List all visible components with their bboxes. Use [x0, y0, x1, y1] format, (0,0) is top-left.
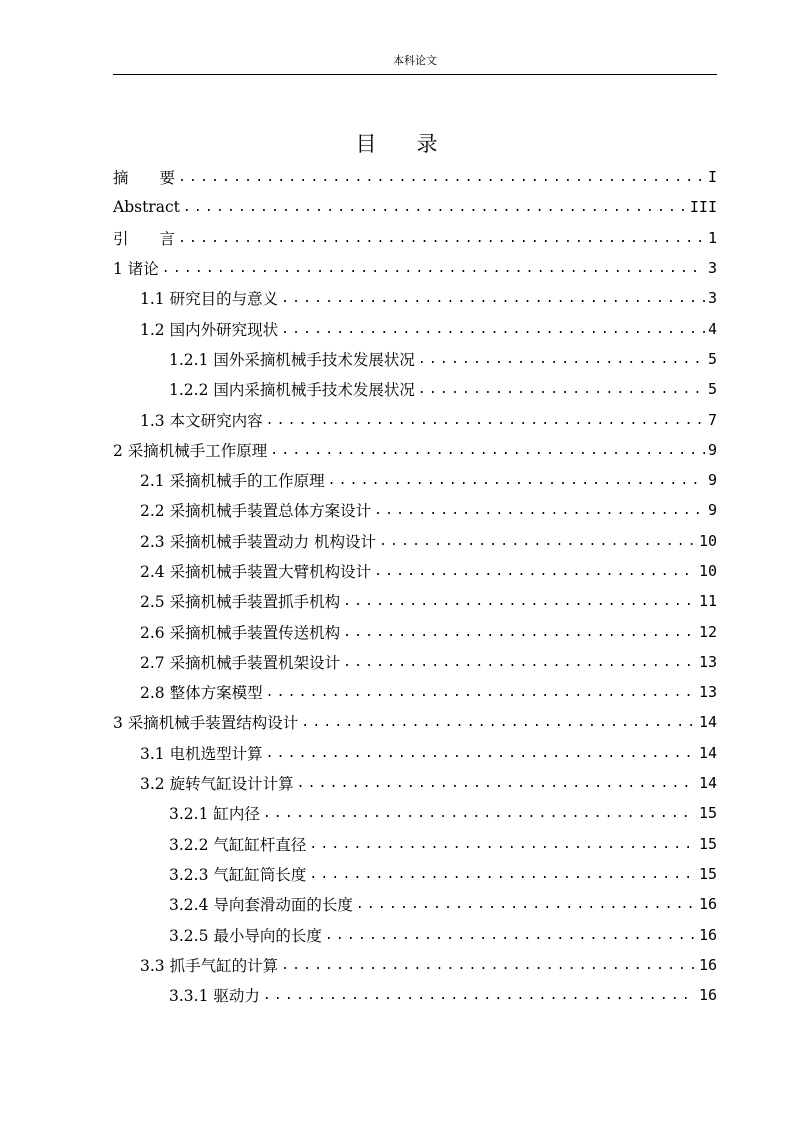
toc-entry-label: 3.3 抓手气缸的计算: [140, 956, 279, 975]
toc-dot-leader: [281, 290, 705, 308]
toc-title-right: 录: [416, 132, 438, 156]
toc-entry-page: 15: [698, 864, 717, 883]
toc-entry-page: 10: [698, 531, 717, 550]
toc-entry[interactable]: [113, 435, 717, 465]
toc-entry-page: 14: [698, 713, 717, 732]
toc-entry-page: III: [689, 198, 717, 217]
toc-dot-leader: [263, 805, 696, 823]
toc-entry-label: 2.7 采摘机械手装置机架设计: [140, 653, 341, 672]
toc-entry[interactable]: [113, 950, 717, 980]
toc-dot-leader: [263, 987, 696, 1005]
toc-entry-label: 2 采摘机械手工作原理: [113, 441, 268, 460]
toc-entry[interactable]: [113, 344, 717, 374]
toc-entry-label: 3.2.3 气缸缸筒长度: [169, 865, 307, 884]
page-header: [113, 54, 717, 75]
toc-dot-leader: [343, 624, 696, 642]
toc-entry[interactable]: [113, 798, 717, 828]
toc-entry[interactable]: [113, 859, 717, 889]
toc-entry[interactable]: [113, 556, 717, 586]
toc-entry-label: 3.2.1 缸内径: [169, 805, 260, 824]
toc-entry-page: 16: [698, 986, 717, 1005]
toc-entry-label: 2.1 采摘机械手的工作原理: [140, 472, 325, 491]
toc-entry-label: 3.1 电机选型计算: [140, 744, 263, 763]
toc-title-left: 目: [355, 132, 377, 156]
toc-entry-page: 11: [698, 592, 717, 611]
toc-entry-label: 1.3 本文研究内容: [140, 411, 263, 430]
toc-dot-leader: [266, 745, 696, 763]
toc-entry-page: 15: [698, 804, 717, 823]
toc-dot-leader: [309, 866, 696, 884]
toc-entry-label: 2.8 整体方案模型: [140, 684, 263, 703]
toc-entry-label: 摘 要: [113, 169, 176, 188]
toc-entry-page: 9: [707, 501, 717, 520]
toc-entry-page: 4: [707, 319, 717, 338]
toc-dot-leader: [162, 260, 705, 278]
toc-entry-page: 16: [698, 895, 717, 914]
toc-entry-label: 2.6 采摘机械手装置传送机构: [140, 623, 341, 642]
toc-entry[interactable]: [113, 162, 717, 192]
toc-entry[interactable]: [113, 768, 717, 798]
toc-entry-page: 9: [707, 471, 717, 490]
toc-dot-leader: [379, 533, 696, 551]
toc-entry-page: 15: [698, 834, 717, 853]
toc-entry-label: 3.2.5 最小导向的长度: [169, 926, 322, 945]
toc-entry-page: 14: [698, 774, 717, 793]
toc-entry-label: 1.2.1 国外采摘机械手技术发展状况: [169, 350, 415, 369]
toc-title: [0, 130, 793, 158]
toc-entry[interactable]: [113, 253, 717, 283]
toc-entry-label: 3 采摘机械手装置结构设计: [113, 714, 299, 733]
toc-dot-leader: [183, 199, 687, 217]
toc-entry-label: 引 言: [113, 229, 176, 248]
toc-entry-page: 10: [698, 562, 717, 580]
toc-dot-leader: [309, 836, 696, 854]
toc-entry-label: 3.2.2 气缸缸杆直径: [169, 835, 307, 854]
toc-entry-page: 13: [698, 683, 717, 702]
toc-entry-label: 3.3.1 驱动力: [169, 987, 260, 1006]
toc-dot-leader: [328, 472, 705, 490]
toc-dot-leader: [281, 957, 696, 975]
header-text: 本科论文: [393, 54, 437, 67]
toc-dot-leader: [343, 593, 696, 611]
toc-entry-page: 7: [707, 410, 717, 429]
toc-list: [113, 162, 717, 1010]
toc-entry[interactable]: [113, 586, 717, 616]
toc-entry-label: 2.4 采摘机械手装置大臂机构设计: [140, 563, 372, 581]
toc-dot-leader: [301, 714, 696, 732]
toc-dot-leader: [266, 412, 705, 430]
toc-entry-page: 5: [707, 380, 717, 399]
toc-entry[interactable]: [113, 829, 717, 859]
toc-dot-leader: [418, 381, 705, 399]
toc-dot-leader: [374, 502, 705, 520]
toc-entry[interactable]: [113, 889, 717, 919]
toc-entry-label: 2.2 采摘机械手装置总体方案设计: [140, 502, 372, 521]
toc-entry-page: 14: [698, 743, 717, 762]
toc-entry[interactable]: [113, 707, 717, 737]
toc-entry-label: 2.3 采摘机械手装置动力 机构设计: [140, 532, 377, 551]
toc-dot-leader: [356, 896, 696, 914]
toc-dot-leader: [374, 563, 696, 581]
toc-entry-label: 1.1 研究目的与意义: [140, 290, 279, 309]
toc-entry-label: 1 诸论: [113, 260, 159, 279]
toc-entry[interactable]: [113, 980, 717, 1010]
toc-entry[interactable]: [113, 738, 717, 768]
toc-dot-leader: [418, 351, 705, 369]
toc-entry[interactable]: [113, 465, 717, 495]
toc-entry[interactable]: [113, 192, 717, 222]
toc-entry-page: 3: [707, 259, 717, 278]
toc-dot-leader: [266, 684, 696, 702]
toc-entry-page: 9: [707, 440, 717, 459]
toc-dot-leader: [297, 775, 696, 793]
toc-dot-leader: [270, 442, 705, 460]
toc-entry-label: Abstract: [113, 198, 180, 217]
toc-entry[interactable]: [113, 526, 717, 556]
toc-entry-page: 16: [698, 955, 717, 974]
toc-entry-page: 5: [707, 349, 717, 368]
toc-entry-page: I: [707, 168, 717, 187]
toc-entry-label: 1.2 国内外研究现状: [140, 320, 279, 339]
toc-entry[interactable]: [113, 495, 717, 525]
toc-dot-leader: [325, 927, 696, 945]
toc-entry-label: 3.2 旋转气缸设计计算: [140, 775, 294, 794]
toc-dot-leader: [178, 230, 705, 248]
toc-entry[interactable]: [113, 223, 717, 253]
toc-entry-page: 16: [698, 925, 717, 944]
toc-entry[interactable]: [113, 919, 717, 949]
toc-entry[interactable]: [113, 313, 717, 343]
toc-entry-label: 1.2.2 国内采摘机械手技术发展状况: [169, 381, 415, 400]
toc-dot-leader: [281, 321, 705, 339]
toc-entry-page: 3: [707, 289, 717, 308]
toc-entry-label: 2.5 采摘机械手装置抓手机构: [140, 593, 341, 612]
toc-entry-label: 3.2.4 导向套滑动面的长度: [169, 896, 353, 915]
toc-entry-page: 13: [698, 652, 717, 671]
toc-dot-leader: [343, 654, 696, 672]
toc-entry[interactable]: [113, 283, 717, 313]
toc-entry[interactable]: [113, 404, 717, 434]
toc-entry[interactable]: [113, 677, 717, 707]
toc-entry-page: 12: [698, 622, 717, 641]
toc-entry-page: 1: [707, 228, 717, 247]
toc-entry[interactable]: [113, 647, 717, 677]
toc-dot-leader: [178, 169, 705, 187]
toc-entry[interactable]: [113, 374, 717, 404]
toc-entry[interactable]: [113, 616, 717, 646]
